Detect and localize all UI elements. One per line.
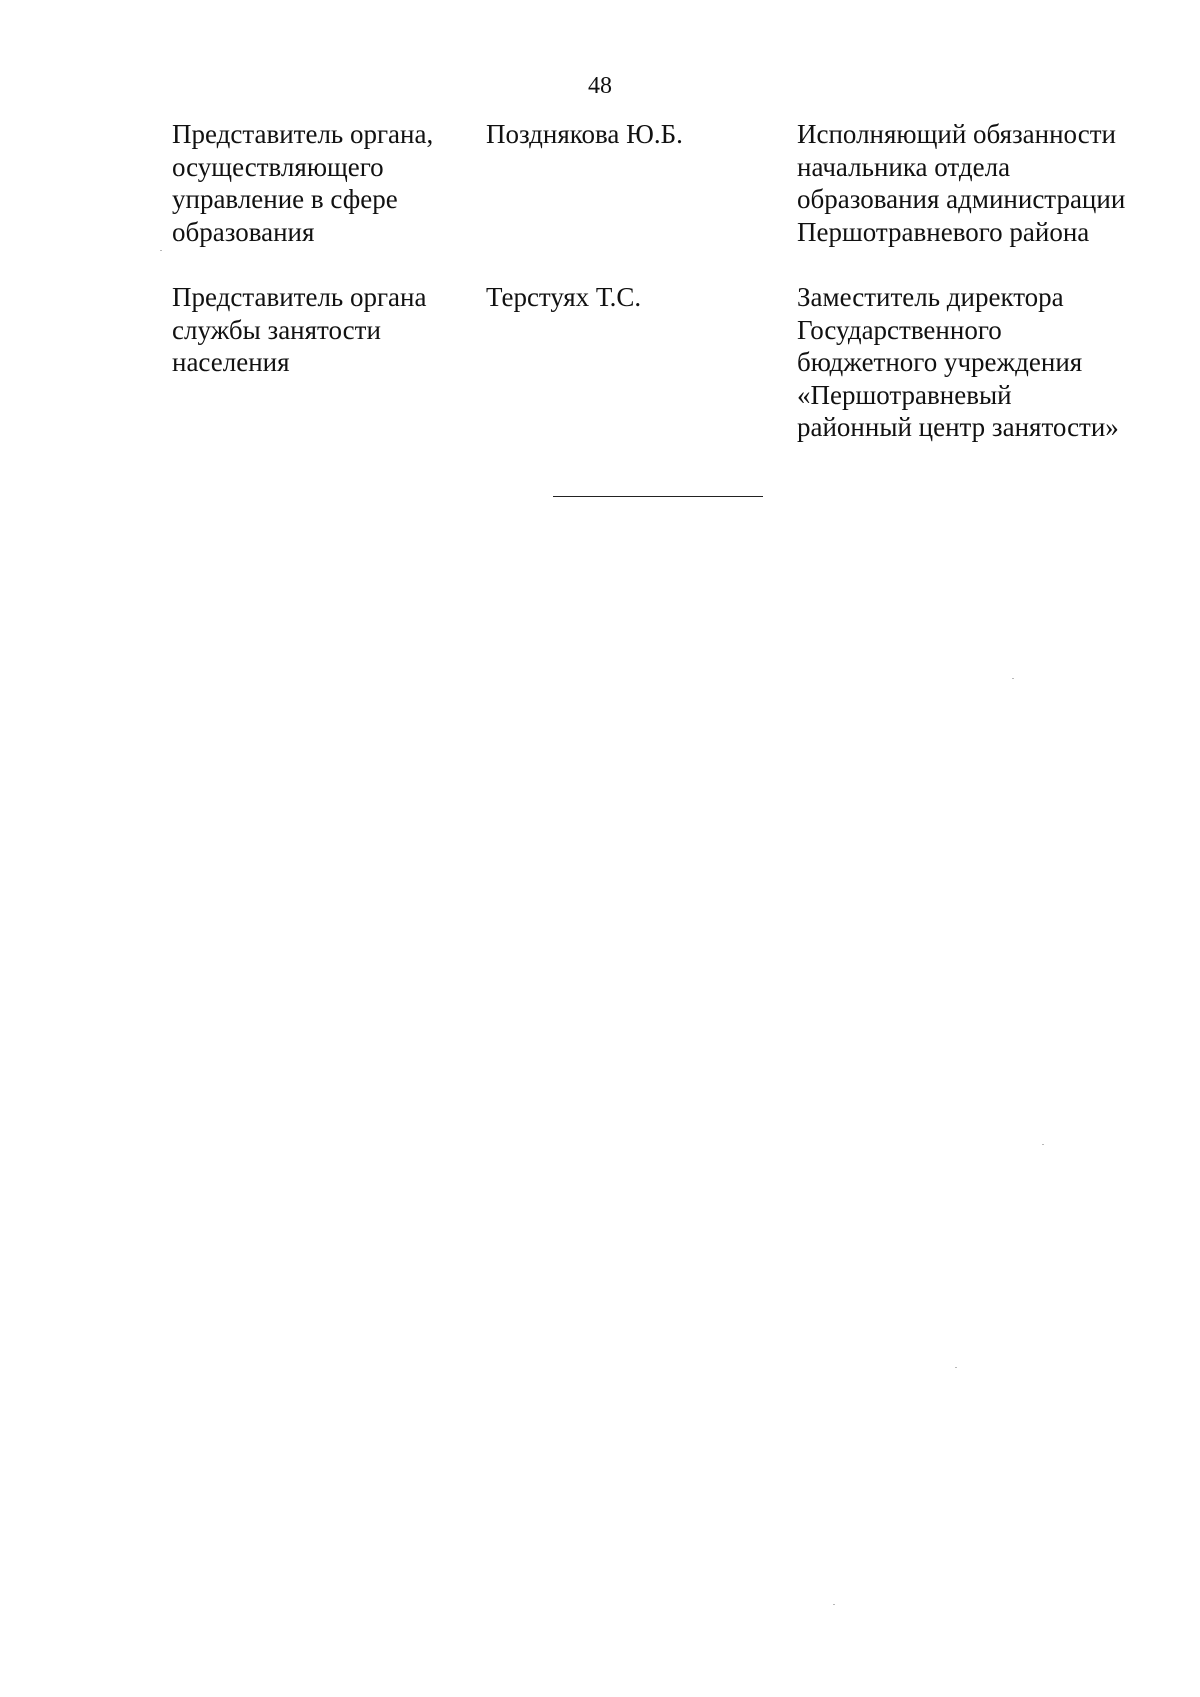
scan-speck bbox=[1042, 1144, 1044, 1145]
role-line: образования bbox=[172, 216, 315, 247]
member-position bbox=[797, 118, 1125, 248]
member-role bbox=[172, 118, 433, 248]
member-position bbox=[797, 281, 1119, 444]
role-line: населения bbox=[172, 347, 290, 377]
position-line: образования администрации bbox=[797, 184, 1126, 214]
page-number: 48 bbox=[588, 73, 612, 99]
scan-speck bbox=[1012, 678, 1014, 679]
member-name: Терстуях Т.С. bbox=[486, 282, 642, 312]
scan-speck bbox=[955, 1367, 957, 1368]
position-line: Исполняющий обязанности bbox=[797, 119, 1116, 149]
scan-speck bbox=[833, 1604, 835, 1605]
member-name: Позднякова Ю.Б. bbox=[486, 119, 683, 149]
position-line: Государственного bbox=[797, 314, 1002, 345]
position-line: районный центр занятости» bbox=[797, 412, 1119, 442]
role-line: службы занятости bbox=[172, 314, 381, 345]
role-line: Представитель органа, bbox=[172, 119, 434, 149]
role-line: Представитель органа bbox=[172, 282, 427, 312]
role-line: управление в сфере bbox=[172, 184, 398, 214]
position-line: бюджетного учреждения bbox=[797, 347, 1083, 377]
position-line: «Першотравневый bbox=[797, 379, 1012, 410]
end-separator-line bbox=[553, 496, 763, 497]
member-role bbox=[172, 281, 426, 379]
position-line: Першотравневого района bbox=[797, 216, 1090, 247]
position-line: начальника отдела bbox=[797, 151, 1011, 182]
scan-speck bbox=[160, 250, 162, 251]
role-line: осуществляющего bbox=[172, 151, 384, 182]
position-line: Заместитель директора bbox=[797, 282, 1064, 312]
